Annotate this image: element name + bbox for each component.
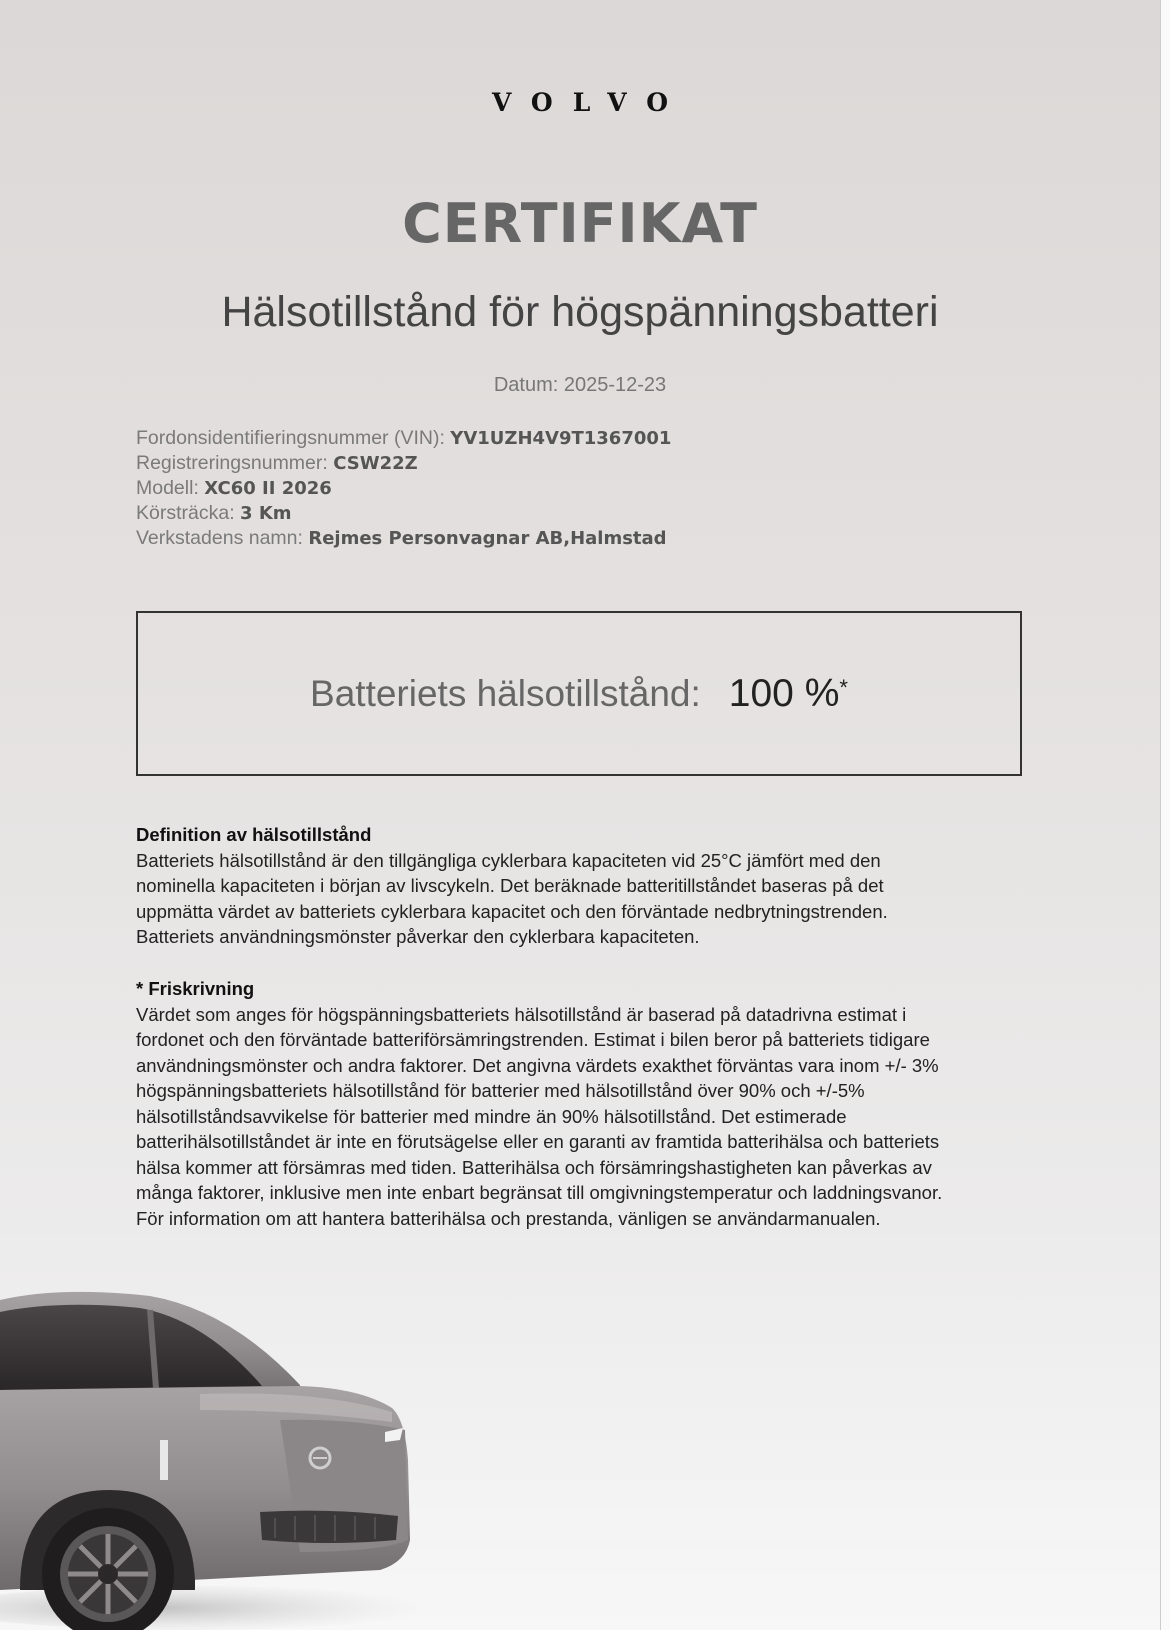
info-value: XC60 II 2026 [204, 478, 332, 499]
date-label: Datum: [493, 374, 559, 396]
page-edge [1160, 0, 1170, 1630]
info-value: YV1UZH4V9T1367001 [450, 428, 672, 449]
battery-health-value: 100 % [728, 671, 840, 715]
car-illustration [0, 1290, 420, 1630]
definition-line: uppmätta värdet av batteriets cyklerbara kapacitet och den förväntade nedbrytningstrenden. [136, 900, 888, 922]
definition-section [136, 822, 1056, 950]
disclaimer-line: För information om att hantera batterihälsa och prestanda, vänligen se användarmanualen. [136, 1207, 881, 1229]
disclaimer-section [136, 976, 1056, 1231]
disclaimer-line: många faktorer, inklusive men inte enbart begränsat till omgivningstemperatur och laddningsvanor. [136, 1182, 943, 1203]
disclaimer-heading: * Friskrivning [136, 978, 255, 999]
volvo-logo: VOLVO [491, 88, 689, 117]
disclaimer-line: högspänningsbatteriets hälsotillstånd för batterier med hälsotillstånd över 90% och +/-5% [136, 1080, 865, 1101]
disclaimer-line: hälsa kommer att försämras med tiden. Batterihälsa och försämringshastigheten kan påverkas av [136, 1156, 932, 1178]
info-label: Verkstadens namn: [136, 527, 303, 549]
vehicle-info [136, 426, 671, 551]
disclaimer-marker: * [839, 674, 848, 700]
info-row-mileage [136, 501, 671, 526]
certificate-title: CERTIFIKAT [402, 192, 758, 255]
info-label: Fordonsidentifieringsnummer (VIN): [136, 427, 445, 449]
info-value: CSW22Z [333, 453, 418, 474]
info-label: Modell: [136, 477, 199, 499]
info-row-registration [136, 451, 671, 476]
disclaimer-line: användningsmönster och andra faktorer. Det angivna värdets exakthet förväntas vara inom +/- 3% [136, 1054, 939, 1076]
disclaimer-line: hälsotillståndsavvikelse för batterier med mindre än 90% hälsotillstånd. Det estimerade [136, 1105, 847, 1127]
info-label: Registreringsnummer: [136, 452, 328, 474]
definition-line: Batteriets användningsmönster påverkar den cyklerbara kapaciteten. [136, 926, 700, 947]
definition-line: nominella kapaciteten i början av livscykeln. Det beräknade batteritillståndet baseras på det [136, 875, 884, 896]
info-row-model [136, 476, 671, 501]
info-row-workshop [136, 526, 671, 551]
certificate-date [0, 374, 1160, 397]
info-row-vin [136, 426, 671, 451]
info-label: Körsträcka: [136, 502, 235, 524]
certificate-subtitle: Hälsotillstånd för högspänningsbatteri [221, 288, 939, 336]
info-value: 3 Km [240, 503, 292, 524]
battery-health-label: Batteriets hälsotillstånd: [310, 672, 701, 714]
definition-line: Batteriets hälsotillstånd är den tillgängliga cyklerbara kapaciteten vid 25°C jämfört med den [136, 849, 881, 871]
disclaimer-line: fordonet och den förväntade batteriförsämringstrenden. Estimat i bilen beror på batteriets tidigare [136, 1029, 930, 1050]
info-value: Rejmes Personvagnar AB,Halmstad [308, 528, 667, 549]
battery-health-box [136, 611, 1022, 776]
disclaimer-line: Värdet som anges för högspänningsbatteriets hälsotillstånd är baserad på datadrivna estimat i [136, 1003, 907, 1025]
definition-heading: Definition av hälsotillstånd [136, 824, 372, 845]
date-value: 2025-12-23 [563, 374, 667, 396]
disclaimer-line: batterihälsotillståndet är inte en förutsägelse eller en garanti av framtida batterihälsa och batteriets [136, 1131, 940, 1152]
